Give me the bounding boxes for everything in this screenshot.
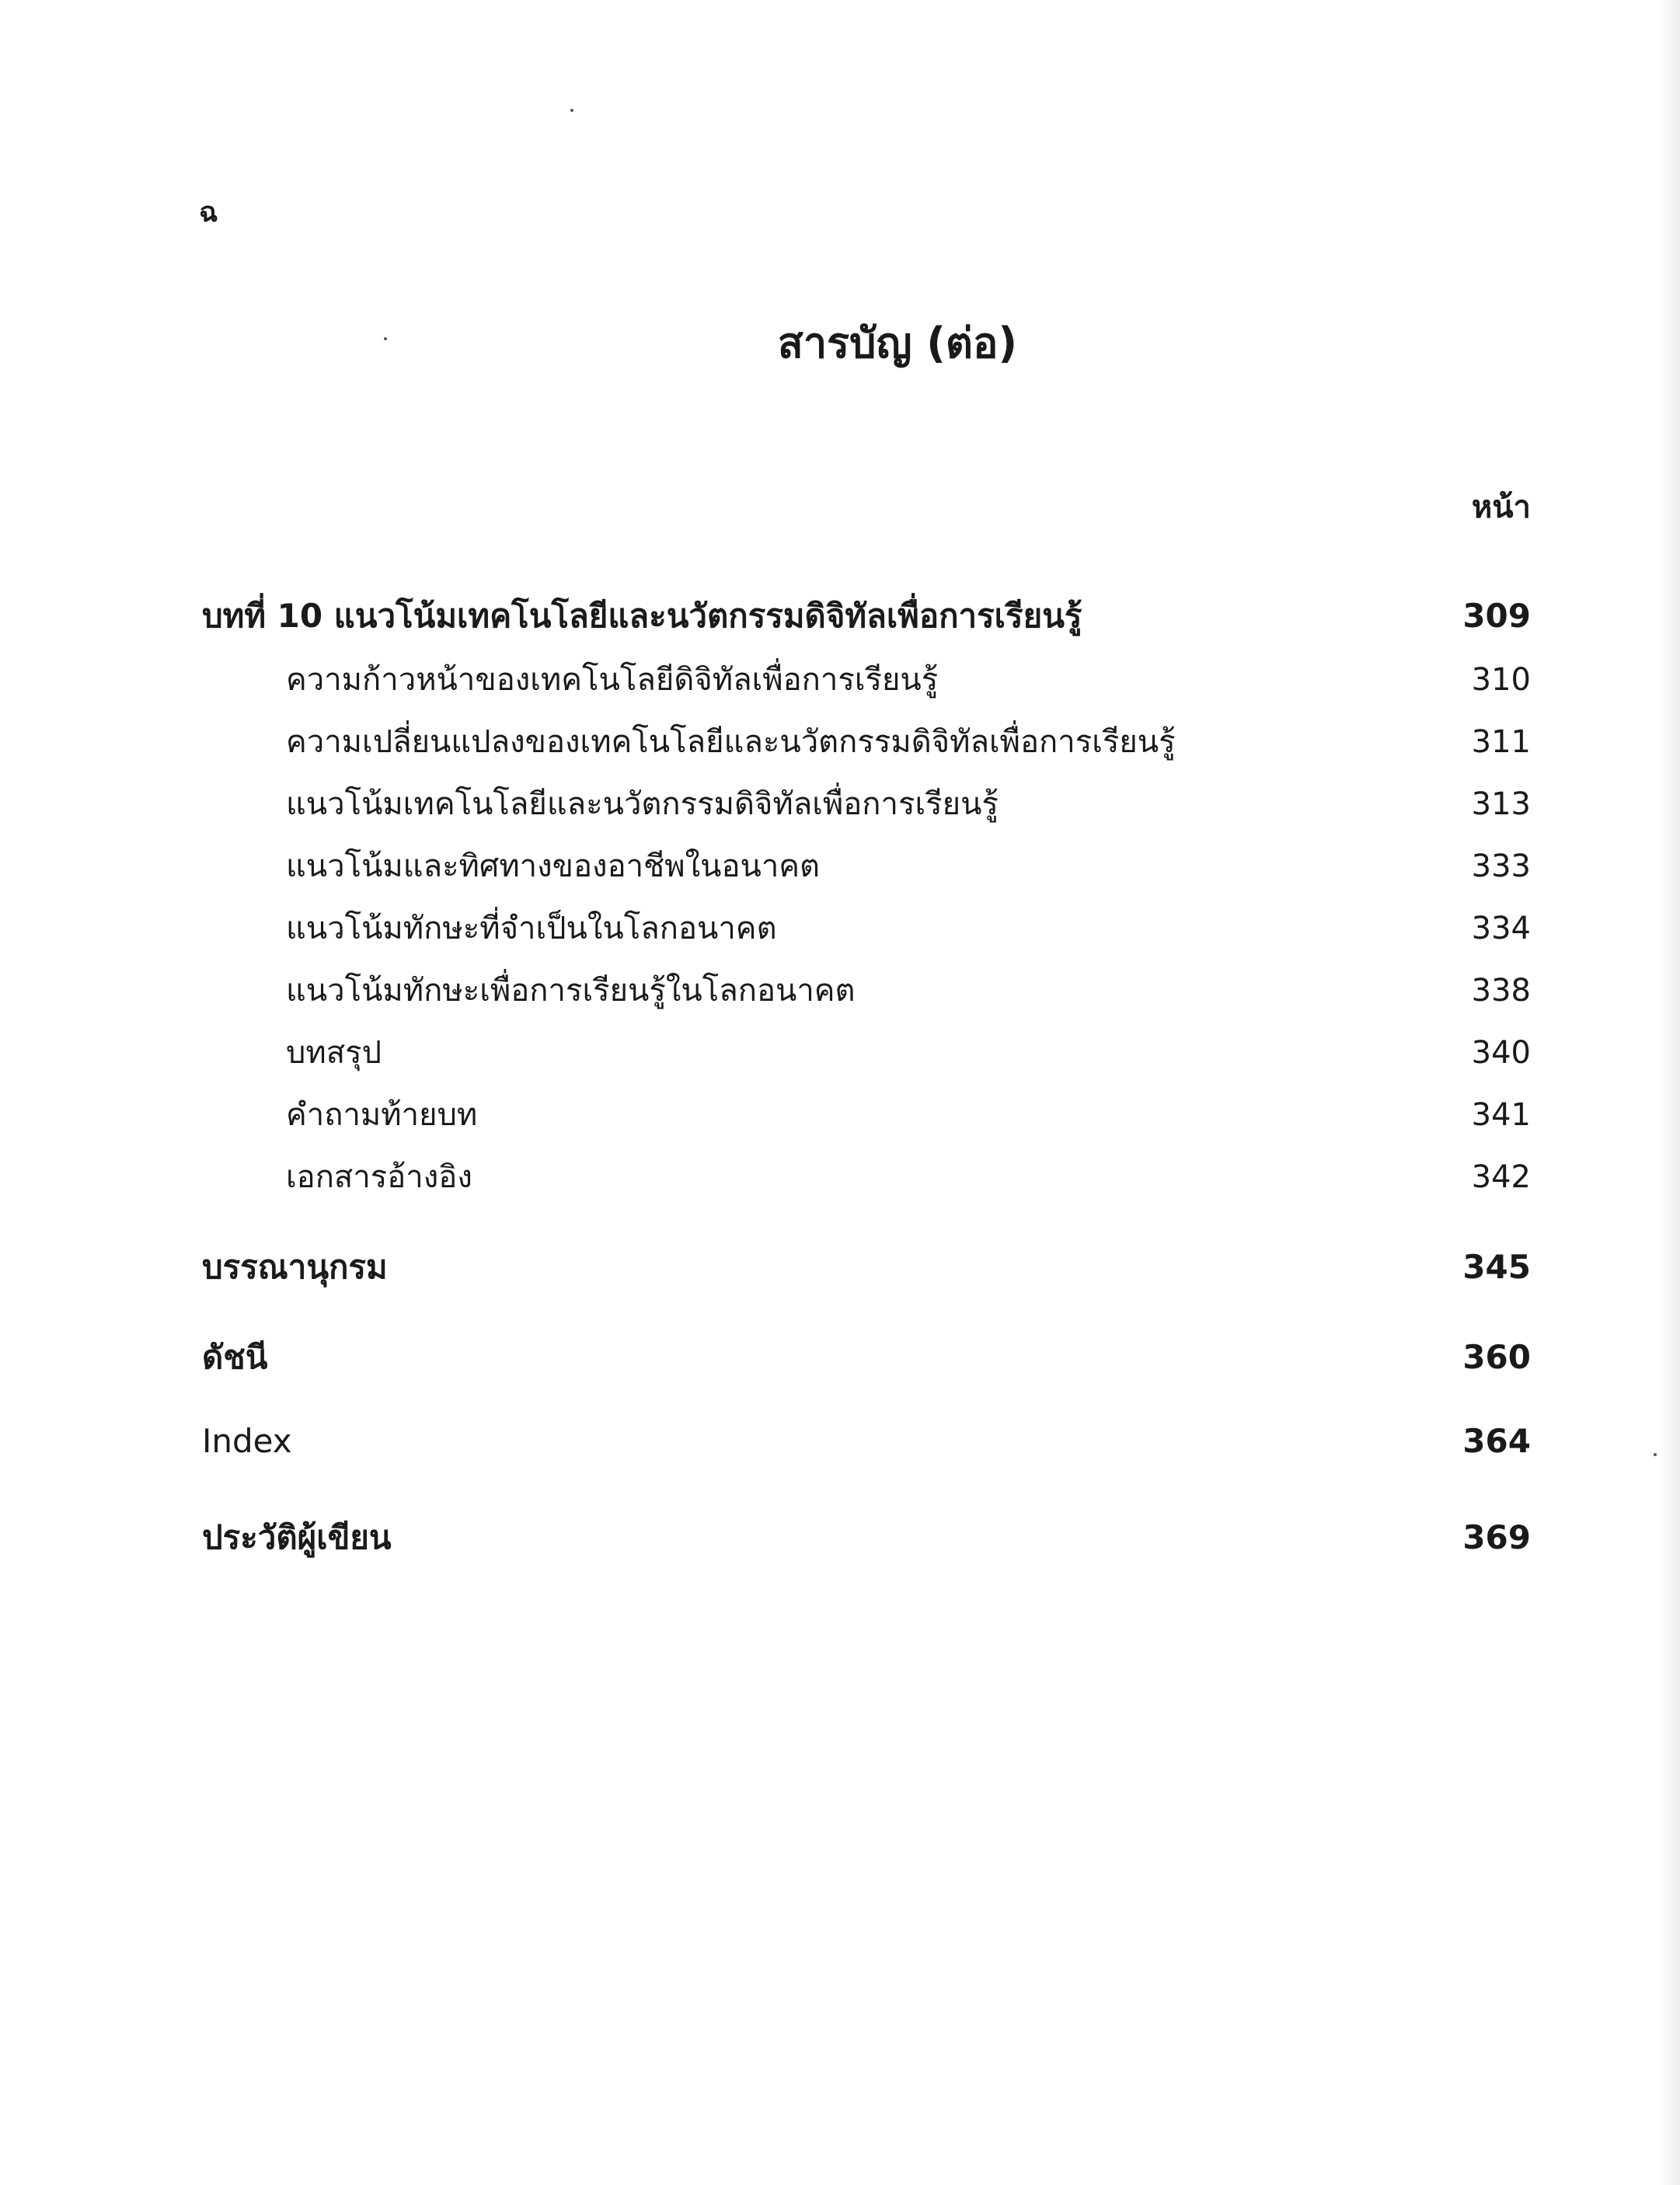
scan-speck — [1654, 1453, 1657, 1456]
toc-backmatter-row[interactable] — [202, 1242, 1531, 1293]
toc-backmatter-page: 345 — [1462, 1248, 1531, 1286]
toc-section-label: แนวโน้มและทิศทางของอาชีพในอนาคต — [286, 849, 821, 884]
toc-backmatter-row[interactable] — [202, 1512, 1531, 1563]
toc-section-row[interactable] — [286, 654, 1531, 704]
toc-section-row[interactable] — [286, 965, 1531, 1015]
toc-section-page: 310 — [1471, 662, 1531, 698]
toc-backmatter-label: บรรณานุกรม — [202, 1248, 388, 1286]
toc-section-row[interactable] — [286, 841, 1531, 890]
toc-section-label: ความเปลี่ยนแปลงของเทคโนโลยีและนวัตกรรมดิจิทัลเพื่อการเรียนรู้ — [286, 724, 1176, 760]
toc-backmatter-page: 369 — [1462, 1518, 1531, 1556]
toc-section-label: ความก้าวหน้าของเทคโนโลยีดิจิทัลเพื่อการเรียนรู้ — [286, 662, 939, 698]
page-number-mark: ฉ — [199, 197, 218, 228]
toc-backmatter-label: ประวัติผู้เขียน — [202, 1518, 392, 1556]
toc-section-row[interactable] — [286, 1027, 1531, 1077]
toc-section-page: 341 — [1471, 1097, 1531, 1133]
toc-backmatter-page: 360 — [1462, 1338, 1531, 1376]
toc-section-page: 313 — [1471, 786, 1531, 822]
page-title: สารบัญ (ต่อ) — [777, 319, 1018, 368]
toc-backmatter-label: ดัชนี — [202, 1338, 268, 1376]
toc-section-row[interactable] — [286, 779, 1531, 828]
scan-speck — [570, 109, 573, 112]
toc-section-label: แนวโน้มทักษะเพื่อการเรียนรู้ในโลกอนาคต — [286, 973, 856, 1009]
toc-section-page: 334 — [1471, 911, 1531, 946]
toc-section-label: แนวโน้มทักษะที่จำเป็นในโลกอนาคต — [286, 911, 777, 946]
toc-section-row[interactable] — [286, 716, 1531, 766]
toc-section-row[interactable] — [286, 903, 1531, 953]
toc-section-page: 342 — [1471, 1159, 1531, 1195]
toc-chapter-row[interactable] — [202, 591, 1531, 642]
toc-section-row[interactable] — [286, 1089, 1531, 1139]
toc-section-page: 338 — [1471, 973, 1531, 1009]
toc-section-label: แนวโน้มเทคโนโลยีและนวัตกรรมดิจิทัลเพื่อการเรียนรู้ — [286, 786, 999, 822]
toc-backmatter-row[interactable] — [202, 1422, 1531, 1460]
page-column-header: หน้า — [1471, 490, 1531, 525]
toc-section-page: 333 — [1471, 849, 1531, 884]
toc-section-label: คำถามท้ายบท — [286, 1097, 478, 1133]
toc-backmatter-page: 364 — [1462, 1422, 1531, 1460]
toc-section-page: 340 — [1471, 1035, 1531, 1071]
toc-backmatter-row[interactable] — [202, 1332, 1531, 1383]
toc-section-label: บทสรุป — [286, 1035, 382, 1071]
toc-chapter-label: บทที่ 10 แนวโน้มเทคโนโลยีและนวัตกรรมดิจิทัลเพื่อการเรียนรู้ — [202, 597, 1082, 635]
toc-section-page: 311 — [1471, 724, 1531, 760]
toc-chapter-page: 309 — [1462, 597, 1531, 635]
toc-section-row[interactable] — [286, 1152, 1531, 1201]
toc-section-label: เอกสารอ้างอิง — [286, 1159, 472, 1195]
toc-backmatter-label: Index — [202, 1422, 292, 1460]
